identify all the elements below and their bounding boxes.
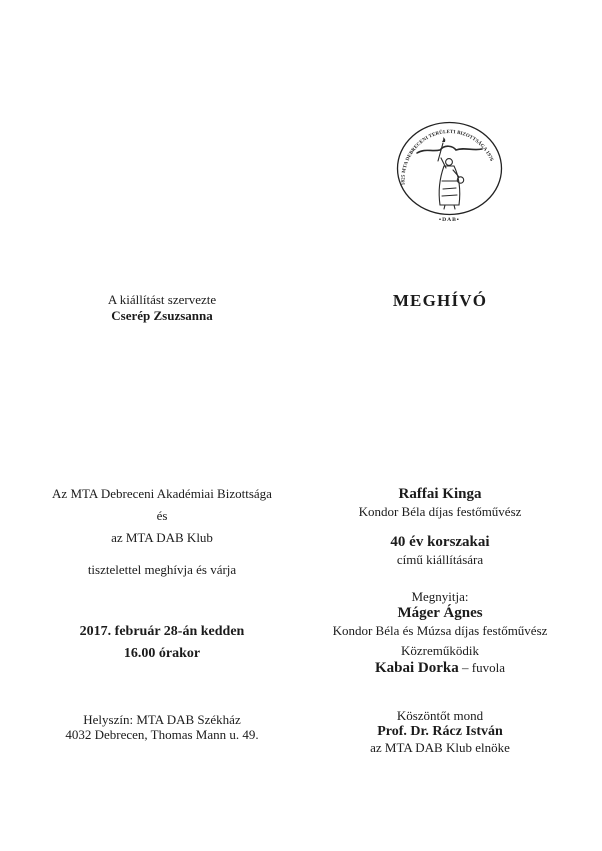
mta-dab-seal <box>396 121 503 225</box>
seal-oval <box>398 123 502 215</box>
artist-block <box>320 486 560 520</box>
artist-title: Kondor Béla díjas festőművész <box>358 504 522 519</box>
exhibition-title: 40 év korszakai <box>390 534 490 550</box>
contributor-name: Kabai Dorka <box>375 660 459 676</box>
greeting-name: Prof. Dr. Rácz István <box>377 724 503 739</box>
greeting-label: Köszöntőt mond <box>396 708 484 723</box>
opener-block <box>320 588 560 639</box>
greeting-block <box>320 708 560 756</box>
datetime-block <box>33 621 291 665</box>
seal-dab-text: ▪DAB▪ <box>439 217 460 223</box>
location-block <box>33 712 291 742</box>
invitation-line: tisztelettel meghívja és várja <box>87 562 237 577</box>
opener-label: Megnyitja: <box>411 589 469 604</box>
opener-title: Kondor Béla és Múzsa díjas festőművész <box>332 623 548 638</box>
page-title: MEGHÍVÓ <box>392 291 488 310</box>
seal-arc-text: 1825 MTA DEBRECENI TERÜLETI BIZOTTSÁGA 1976 <box>401 129 494 186</box>
contributor-label: Közreműködik <box>401 643 479 658</box>
exhibition-subtitle: című kiállítására <box>396 552 484 567</box>
artist-name: Raffai Kinga <box>398 486 482 502</box>
organizer-block <box>33 292 291 324</box>
location-venue: Helyszín: MTA DAB Székház <box>83 712 241 727</box>
location-address: 4032 Debrecen, Thomas Mann u. 49. <box>65 727 259 742</box>
hosts-block <box>23 483 301 581</box>
greeting-title: az MTA DAB Klub elnöke <box>370 740 510 755</box>
host-committee: Az MTA Debreceni Akadémiai Bizottsága <box>52 486 272 501</box>
contributor-line <box>320 659 560 677</box>
host-club: az MTA DAB Klub <box>111 530 213 545</box>
seal-graphic <box>396 121 503 225</box>
event-date: 2017. február 28-án kedden <box>79 624 245 639</box>
contributor-instrument: – fuvola <box>458 660 505 675</box>
event-time: 16.00 órakor <box>123 646 201 661</box>
organizer-name: Cserép Zsuzsanna <box>111 308 213 323</box>
seal-figure-icon <box>417 137 482 209</box>
opener-name: Máger Ágnes <box>397 605 483 621</box>
organizer-label: A kiállítást szervezte <box>107 292 217 307</box>
exhibition-block <box>320 534 560 568</box>
contributor-block <box>320 642 560 677</box>
host-conjunction: és <box>156 508 168 523</box>
